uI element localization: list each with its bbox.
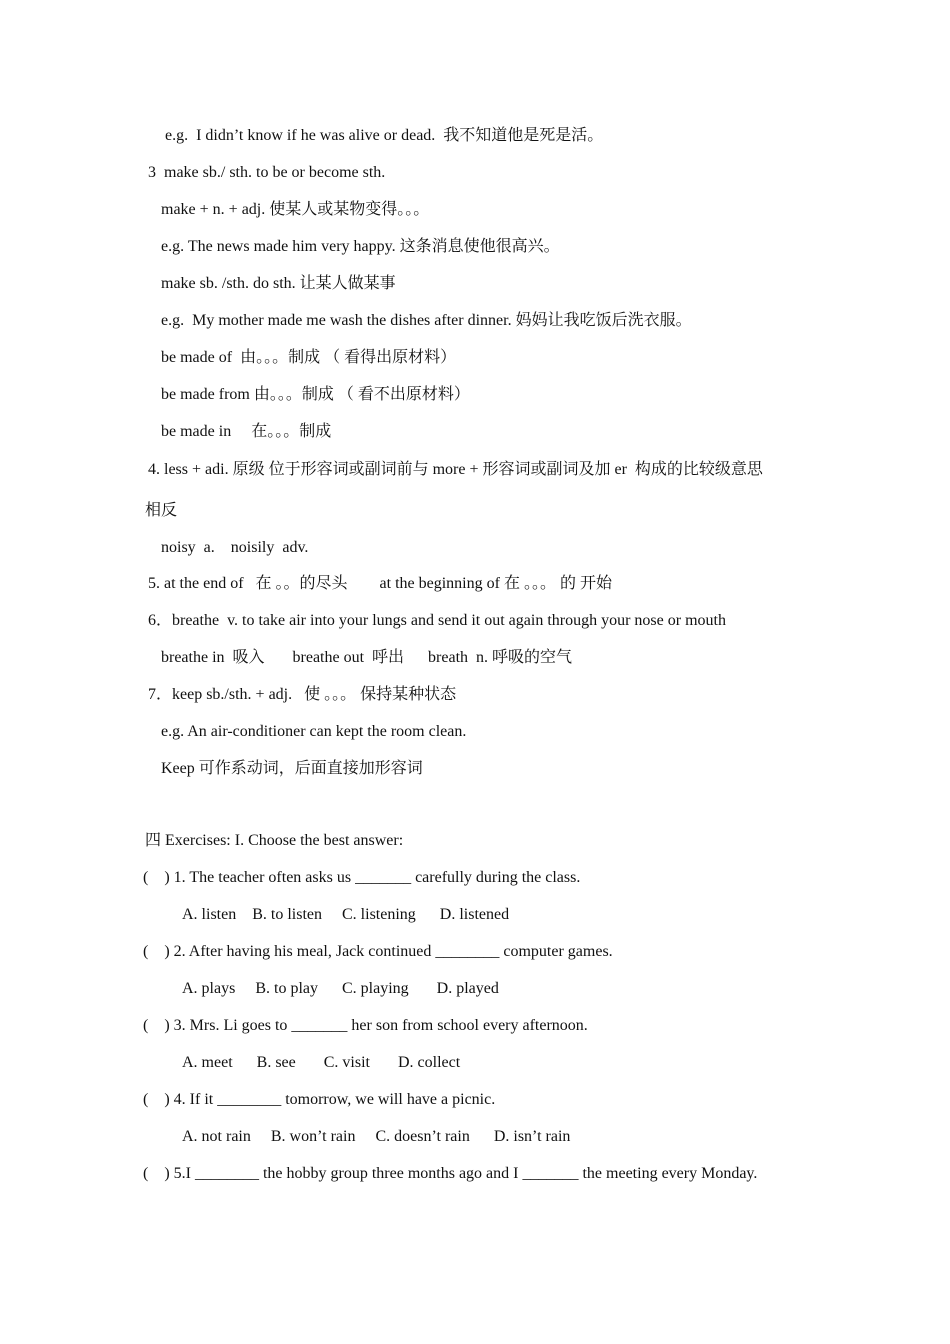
text-line: 7．keep sb./sth. + adj. 使 。。。 保持某种状态 — [148, 686, 457, 703]
text-line: be made from 由。。。制成 （ 看不出原材料） — [161, 386, 470, 403]
text-line: 3 make sb./ sth. to be or become sth. — [148, 164, 386, 181]
text-line: e.g. The news made him very happy. 这条消息使他很高兴。 — [161, 238, 560, 255]
question-stem: ( ) 3. Mrs. Li goes to _______ her son from school every afternoon. — [143, 1017, 588, 1034]
text-line: make + n. + adj. 使某人或某物变得。。。 — [161, 201, 430, 218]
text-line: breathe in 吸入 breathe out 呼出 breath n. 呼吸的空气 — [161, 649, 573, 666]
text-line: be made of 由。。。制成 （ 看得出原材料） — [161, 349, 457, 366]
section-heading: 四 Exercises: I. Choose the best answer: — [145, 832, 404, 849]
text-line: 相反 — [145, 502, 178, 519]
answer-options: A. not rain B. won’t rain C. doesn’t rain D. isn’t rain — [182, 1128, 571, 1145]
question-stem: ( ) 5.I ________ the hobby group three months ago and I _______ the meeting every Monday. — [143, 1165, 758, 1182]
text-line: be made in 在。。。制成 — [161, 423, 332, 440]
text-line: e.g. An air-conditioner can kept the room clean. — [161, 723, 467, 740]
text-line: Keep 可作系动词，后面直接加形容词 — [161, 760, 423, 777]
text-line: 5. at the end of 在 。。的尽头 at the beginning of 在 。。。 的 开始 — [148, 575, 612, 592]
answer-options: A. meet B. see C. visit D. collect — [182, 1054, 461, 1071]
question-stem: ( ) 2. After having his meal, Jack continued ________ computer games. — [143, 943, 613, 960]
question-stem: ( ) 1. The teacher often asks us _______ carefully during the class. — [143, 869, 581, 886]
text-line: make sb. /sth. do sth. 让某人做某事 — [161, 275, 396, 292]
text-line: e.g. I didn’t know if he was alive or dead. 我不知道他是死是活。 — [165, 127, 604, 144]
text-line: 6．breathe v. to take air into your lungs and send it out again through your nose or mouth — [148, 612, 726, 629]
text-line: e.g. My mother made me wash the dishes after dinner. 妈妈让我吃饭后洗衣服。 — [161, 312, 692, 329]
answer-options: A. listen B. to listen C. listening D. listened — [182, 906, 510, 923]
text-line: noisy a. noisily adv. — [161, 539, 309, 556]
question-stem: ( ) 4. If it ________ tomorrow, we will have a picnic. — [143, 1091, 496, 1108]
answer-options: A. plays B. to play C. playing D. played — [182, 980, 499, 997]
text-line: 4. less + adi. 原级 位于形容词或副词前与 more + 形容词或副词及加 er 构成的比较级意思 — [148, 461, 763, 478]
